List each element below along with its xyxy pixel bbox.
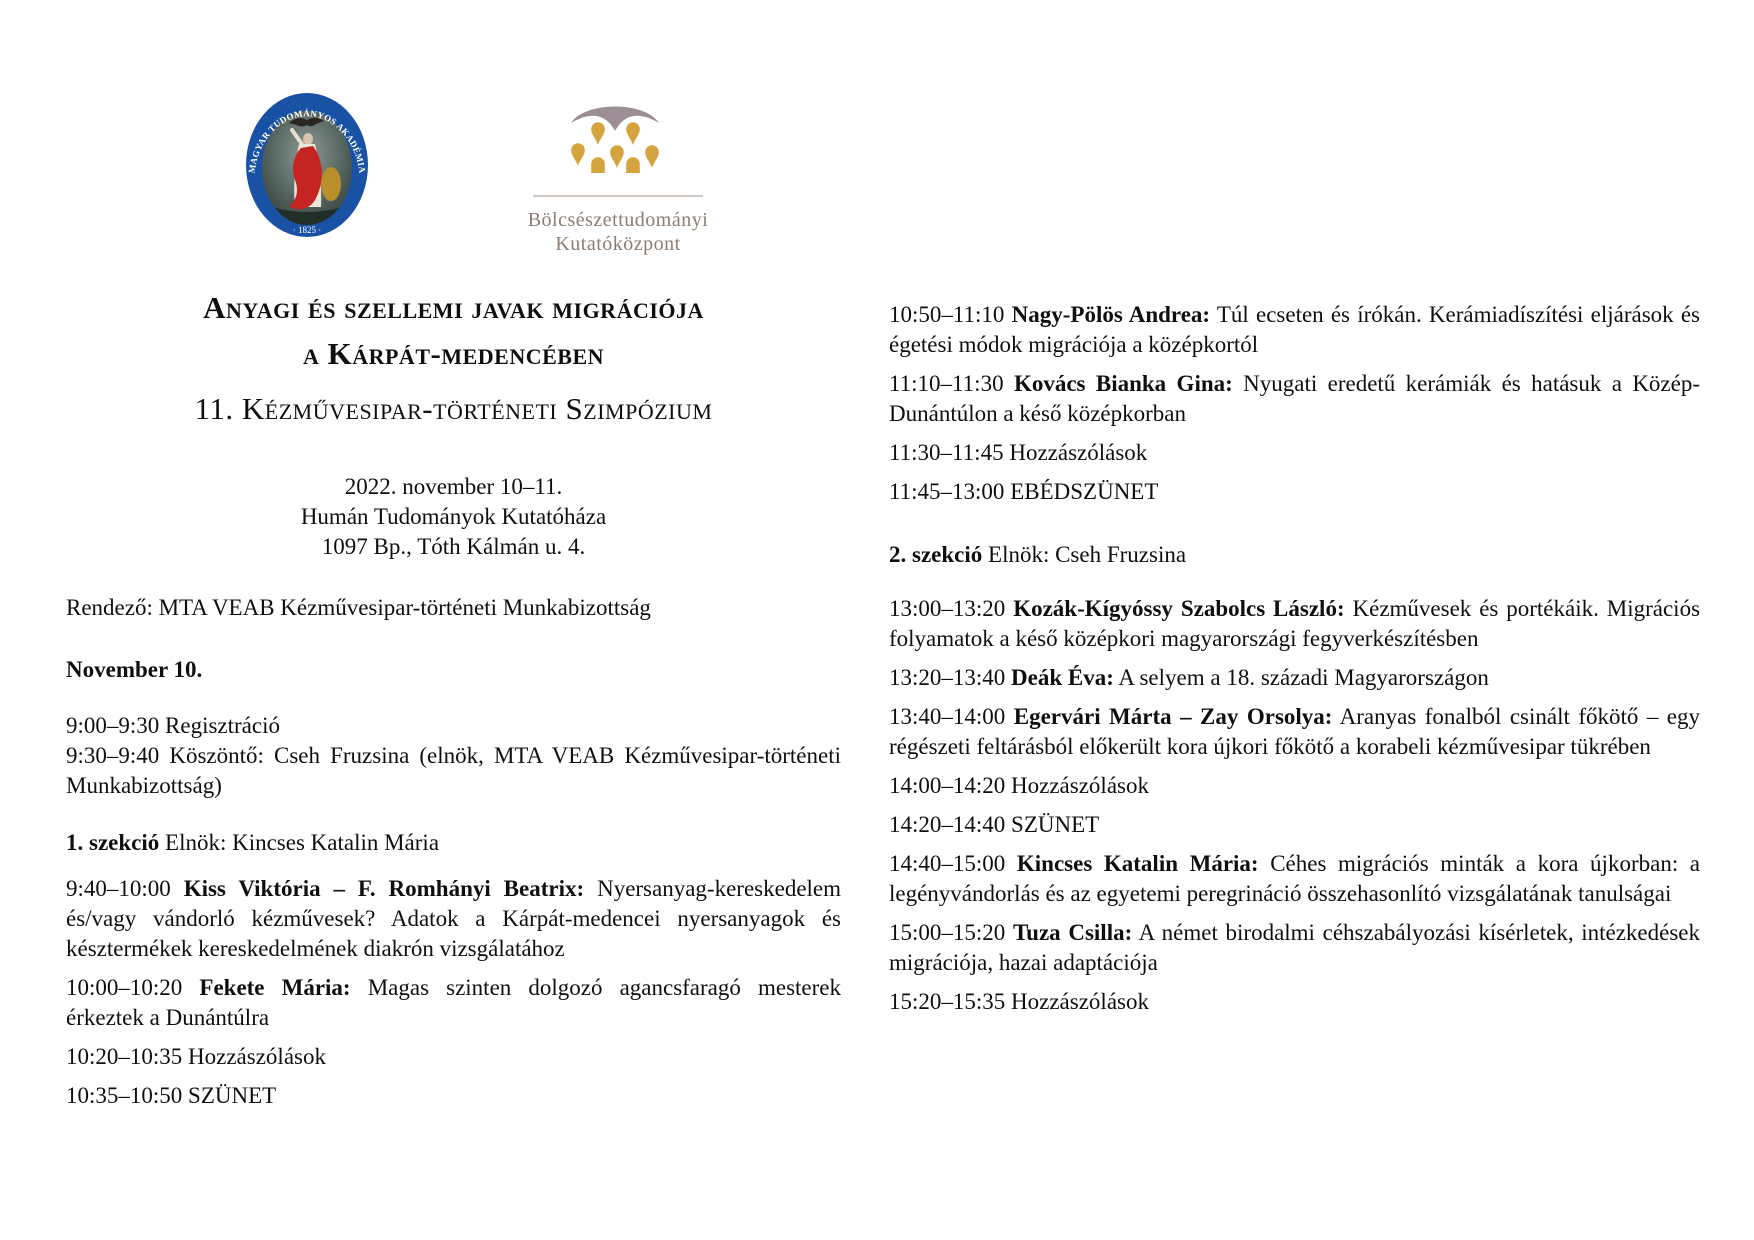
event-details bbox=[66, 472, 841, 562]
entry-time: 10:20–10:35 bbox=[66, 1044, 183, 1069]
event-address: 1097 Bp., Tóth Kálmán u. 4. bbox=[321, 534, 586, 559]
entry-time: 10:35–10:50 bbox=[66, 1083, 183, 1108]
entry-speaker: Kovács Bianka Gina: bbox=[1013, 371, 1233, 396]
mta-logo bbox=[245, 92, 369, 243]
entry-time: 15:00–15:20 bbox=[889, 920, 1006, 945]
mta-ring-text: MAGYAR TUDOMÁNYOS AKADÉMIA bbox=[246, 108, 368, 174]
mta-logo-icon bbox=[245, 92, 369, 238]
btk-fan-icon bbox=[571, 107, 659, 132]
entry-text: Nyugati eredetű kerámiák és hatásuk a Közép-Dunántúlon a késő középkorban bbox=[889, 371, 1700, 426]
entry-speaker: Kincses Katalin Mária: bbox=[1016, 851, 1259, 876]
entry-text: Hozzászólások bbox=[188, 1044, 326, 1069]
entry-speaker: Tuza Csilla: bbox=[1012, 920, 1133, 945]
entry-text: Céhes migrációs minták a kora újkorban: a legényvándorlás és az egyetemi peregrináció összehasonlító vizsgálatának tanulságai bbox=[889, 851, 1701, 906]
entry-time: 15:20–15:35 bbox=[889, 989, 1006, 1014]
entry-time: 14:00–14:20 bbox=[889, 773, 1006, 798]
program-entry bbox=[66, 1042, 841, 1072]
entry-time: 13:20–13:40 bbox=[889, 665, 1006, 690]
entry-text: Hozzászólások bbox=[1011, 773, 1149, 798]
program-entry bbox=[66, 741, 841, 801]
entry-text: Aranyas fonalból csinált főkötő – egy régészeti feltárásból előkerült kora újkori főkötő a korabeli kézművesipar tükrében bbox=[889, 704, 1701, 759]
entry-text: Kézművesek és portékáik. Migrációs folyamatok a késő középkori magyarországi fegyverkészítésben bbox=[889, 596, 1701, 651]
opening-block bbox=[66, 711, 841, 801]
program-entry bbox=[889, 810, 1700, 840]
entry-time: 10:00–10:20 bbox=[66, 975, 183, 1000]
btk-logo-icon bbox=[525, 96, 711, 258]
entry-text: SZÜNET bbox=[188, 1083, 277, 1108]
program-entry bbox=[889, 594, 1700, 654]
entry-time: 9:40–10:00 bbox=[66, 876, 171, 901]
program-entry bbox=[889, 300, 1700, 360]
entry-speaker: Nagy-Pölös Andrea: bbox=[1011, 302, 1211, 327]
entry-speaker: Kiss Viktória – F. Romhányi Beatrix: bbox=[183, 876, 585, 901]
program-entry bbox=[66, 1081, 841, 1111]
program-entry bbox=[889, 849, 1700, 909]
session-2-heading bbox=[889, 540, 1700, 570]
entry-text: Túl ecseten és írókán. Kerámiadíszítési eljárások és égetési módok migrációja a középkortól bbox=[889, 302, 1701, 357]
program-entry bbox=[889, 369, 1700, 429]
entry-time: 14:40–15:00 bbox=[889, 851, 1006, 876]
program-entry bbox=[889, 987, 1700, 1017]
document-subtitle: 11. Kézművesipar-történeti Szimpózium bbox=[194, 391, 713, 426]
event-venue: Humán Tudományok Kutatóháza bbox=[300, 504, 607, 529]
btk-wordmark-line2: Kutatóközpont bbox=[555, 233, 681, 255]
session-chair: Elnök: Cseh Fruzsina bbox=[988, 542, 1187, 567]
entry-text: A selyem a 18. századi Magyarországon bbox=[1118, 665, 1489, 690]
figure-head bbox=[303, 133, 313, 145]
session-label: 1. szekció bbox=[66, 830, 160, 855]
day-heading: November 10. bbox=[66, 657, 203, 682]
entry-time: 13:40–14:00 bbox=[889, 704, 1006, 729]
entry-time: 11:10–11:30 bbox=[889, 371, 1004, 396]
program-entry bbox=[889, 771, 1700, 801]
entry-text: Hozzászólások bbox=[1009, 440, 1148, 465]
program-entry bbox=[66, 973, 841, 1033]
program-entry bbox=[66, 874, 841, 964]
entry-time: 13:00–13:20 bbox=[889, 596, 1006, 621]
document-title bbox=[66, 285, 841, 377]
program-entry bbox=[889, 438, 1700, 468]
entry-time: 10:50–11:10 bbox=[889, 302, 1005, 327]
btk-wordmark-line1: Bölcsészettudományi bbox=[527, 209, 709, 231]
entry-text: Köszöntő: Cseh Fruzsina (elnök, MTA VEAB Kézművesipar-történeti Munkabizottság) bbox=[66, 743, 841, 798]
session-label: 2. szekció bbox=[889, 542, 983, 567]
organizer-line: Rendező: MTA VEAB Kézművesipar-történeti Munkabizottság bbox=[66, 595, 651, 620]
entry-text: Nyersanyag-kereskedelem és/vagy vándorló kézművesek? Adatok a Kárpát-medencei nyersanyagok és késztermékek kereskedelmének diakrón vizsgálatához bbox=[66, 876, 842, 961]
entry-text: A német birodalmi céhszabályozási kísérletek, intézkedések migrációja, hazai adaptációja bbox=[889, 920, 1701, 975]
entry-time: 9:30–9:40 bbox=[66, 743, 160, 768]
program-entry bbox=[889, 702, 1700, 762]
entry-speaker: Deák Éva: bbox=[1011, 665, 1114, 690]
program-entry bbox=[889, 663, 1700, 693]
entry-time: 11:30–11:45 bbox=[889, 440, 1004, 465]
program-entry bbox=[889, 477, 1700, 507]
program-entry bbox=[889, 918, 1700, 978]
gold-shield bbox=[321, 167, 341, 201]
program-entry bbox=[66, 711, 841, 741]
left-column bbox=[66, 285, 841, 1120]
entry-time: 9:00–9:30 bbox=[66, 713, 160, 738]
entry-time: 14:20–14:40 bbox=[889, 812, 1006, 837]
session-chair: Elnök: Kincses Katalin Mária bbox=[165, 830, 440, 855]
entry-speaker: Kozák-Kígyóssy Szabolcs László: bbox=[1013, 596, 1345, 621]
entry-text: Magas szinten dolgozó agancsfaragó mesterek érkeztek a Dunántúlra bbox=[66, 975, 842, 1030]
entry-text: EBÉDSZÜNET bbox=[1010, 479, 1159, 504]
entry-text: Hozzászólások bbox=[1011, 989, 1149, 1014]
title-line-1: Anyagi és szellemi javak migrációja bbox=[203, 290, 704, 325]
entry-text: SZÜNET bbox=[1011, 812, 1100, 837]
entry-speaker: Fekete Mária: bbox=[199, 975, 351, 1000]
session-1-heading bbox=[66, 828, 841, 858]
title-line-2: a Kárpát-medencében bbox=[302, 336, 605, 371]
entry-text: Regisztráció bbox=[165, 713, 280, 738]
entry-time: 11:45–13:00 bbox=[889, 479, 1005, 504]
event-date: 2022. november 10–11. bbox=[344, 474, 563, 499]
entry-speaker: Egervári Márta – Zay Orsolya: bbox=[1013, 704, 1333, 729]
mta-year: · 1825 · bbox=[292, 225, 322, 235]
right-column bbox=[889, 300, 1700, 1026]
btk-logo bbox=[525, 96, 711, 263]
